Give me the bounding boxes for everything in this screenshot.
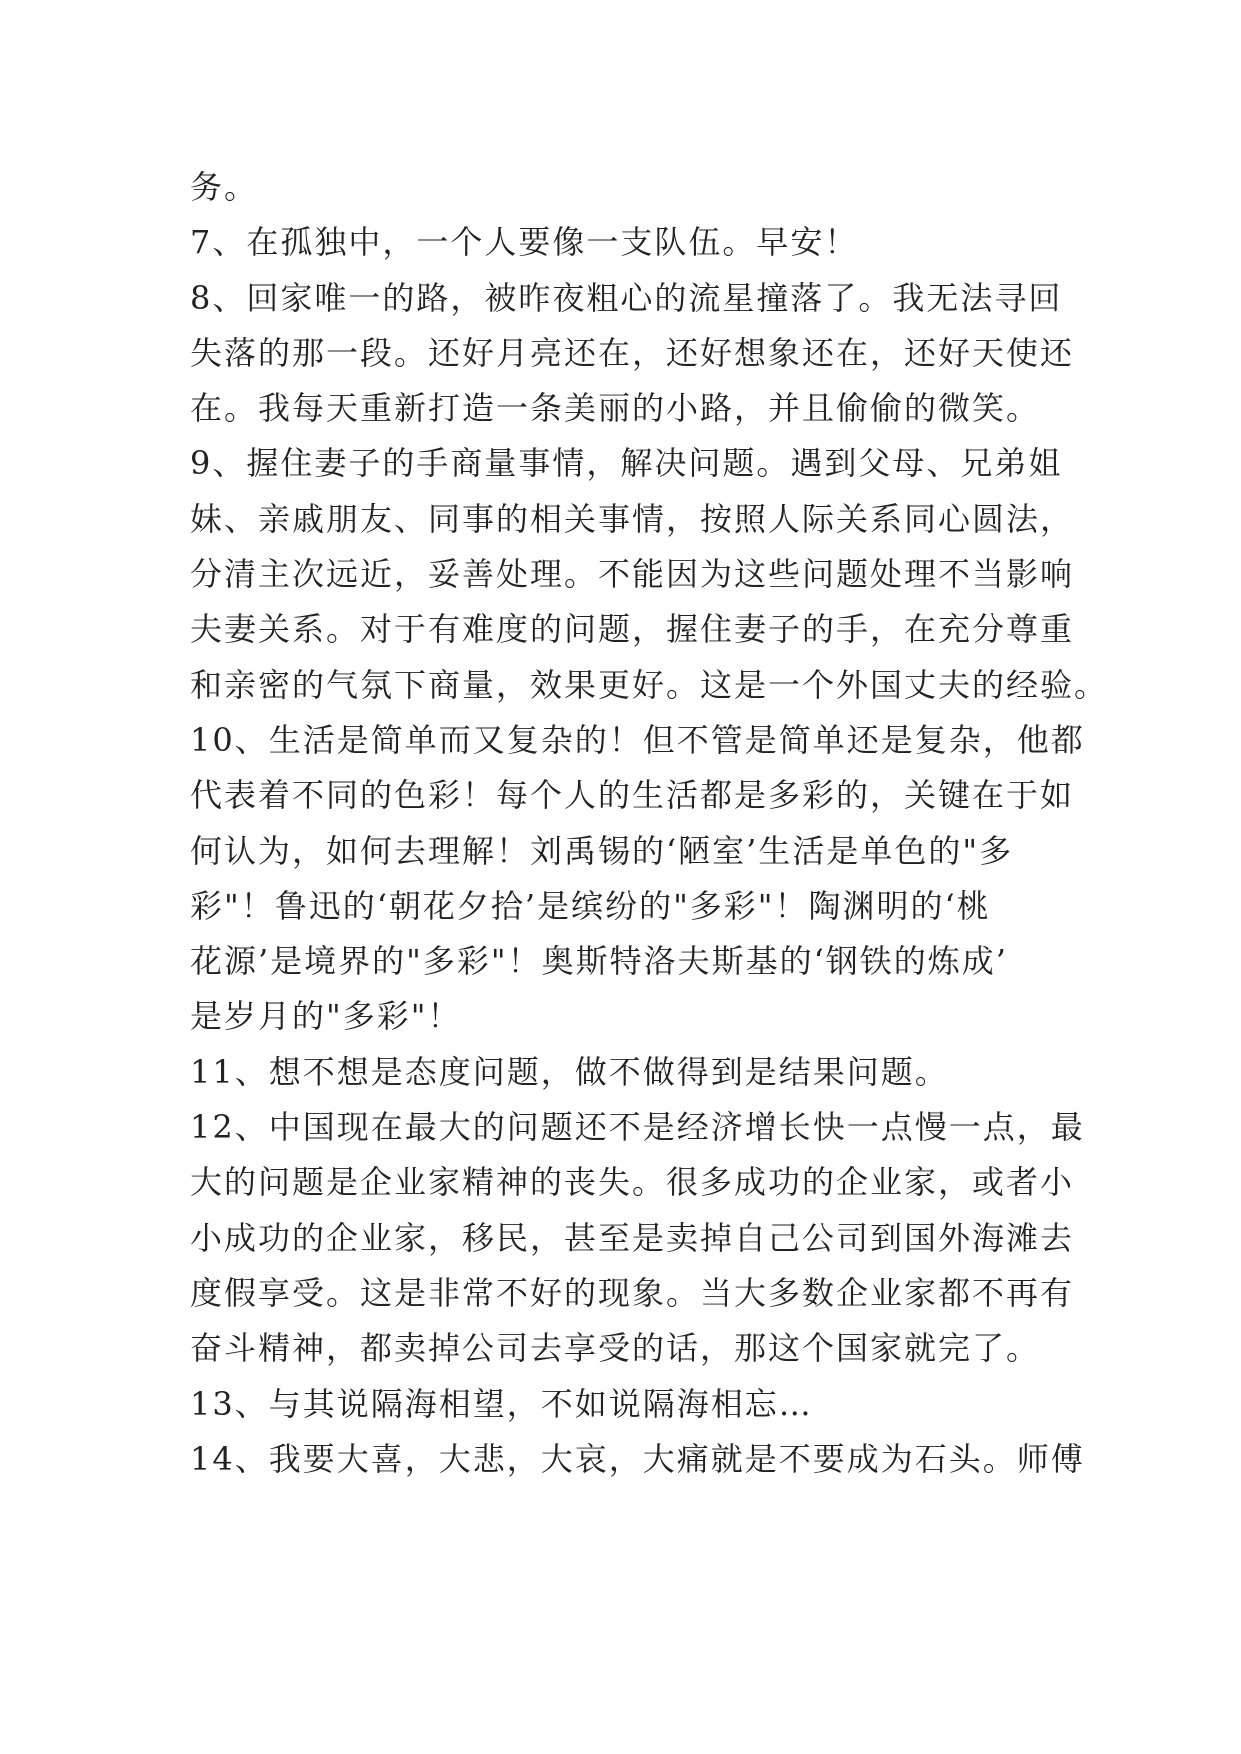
text-line: 失落的那一段。还好月亮还在，还好想象还在，还好天使还 xyxy=(190,333,1075,372)
text-line: 彩"！鲁迅的‘朝花夕拾’是缤纷的"多彩"！陶渊明的‘桃 xyxy=(190,886,991,925)
text-line: 是岁月的"多彩"！ xyxy=(190,997,462,1036)
text-line: 代表着不同的色彩！每个人的生活都是多彩的，关键在于如 xyxy=(190,776,1075,815)
text-line: 大的问题是企业家精神的丧失。很多成功的企业家，或者小 xyxy=(190,1163,1075,1202)
text-line: 度假享受。这是非常不好的现象。当大多数企业家都不再有 xyxy=(190,1273,1075,1312)
text-line: 8、回家唯一的路，被昨夜粗心的流星撞落了。我无法寻回 xyxy=(190,278,1063,317)
text-line: 14、我要大喜，大悲，大哀，大痛就是不要成为石头。师傅 xyxy=(190,1439,1085,1478)
text-line: 12、中国现在最大的问题还不是经济增长快一点慢一点，最 xyxy=(190,1108,1085,1147)
text-line: 奋斗精神，都卖掉公司去享受的话，那这个国家就完了。 xyxy=(190,1329,1041,1368)
text-line: 妹、亲戚朋友、同事的相关事情，按照人际关系同心圆法， xyxy=(190,499,1075,538)
text-line: 小成功的企业家，移民，甚至是卖掉自己公司到国外海滩去 xyxy=(190,1218,1075,1257)
text-line: 夫妻关系。对于有难度的问题，握住妻子的手，在充分尊重 xyxy=(190,610,1075,649)
text-line: 10、生活是简单而又复杂的！但不管是简单还是复杂，他都 xyxy=(190,720,1085,759)
document-body xyxy=(190,160,1109,1487)
text-line: 和亲密的气氛下商量，效果更好。这是一个外国丈夫的经验。 xyxy=(190,665,1109,704)
text-line: 13、与其说隔海相望，不如说隔海相忘… xyxy=(190,1384,813,1423)
text-line: 7、在孤独中，一个人要像一支队伍。早安！ xyxy=(190,223,859,262)
text-line: 花源’是境界的"多彩"！奥斯特洛夫斯基的‘钢铁的炼成’ xyxy=(190,942,1008,981)
text-line: 11、想不想是态度问题，做不做得到是结果问题。 xyxy=(190,1052,949,1091)
text-line: 分清主次远近，妥善处理。不能因为这些问题处理不当影响 xyxy=(190,555,1075,594)
text-line: 在。我每天重新打造一条美丽的小路，并且偷偷的微笑。 xyxy=(190,389,1041,428)
text-line: 9、握住妻子的手商量事情，解决问题。遇到父母、兄弟姐 xyxy=(190,444,1063,483)
text-line: 何认为，如何去理解！刘禹锡的‘陋室’生活是单色的"多 xyxy=(190,831,1014,870)
text-line: 务。 xyxy=(190,168,259,206)
